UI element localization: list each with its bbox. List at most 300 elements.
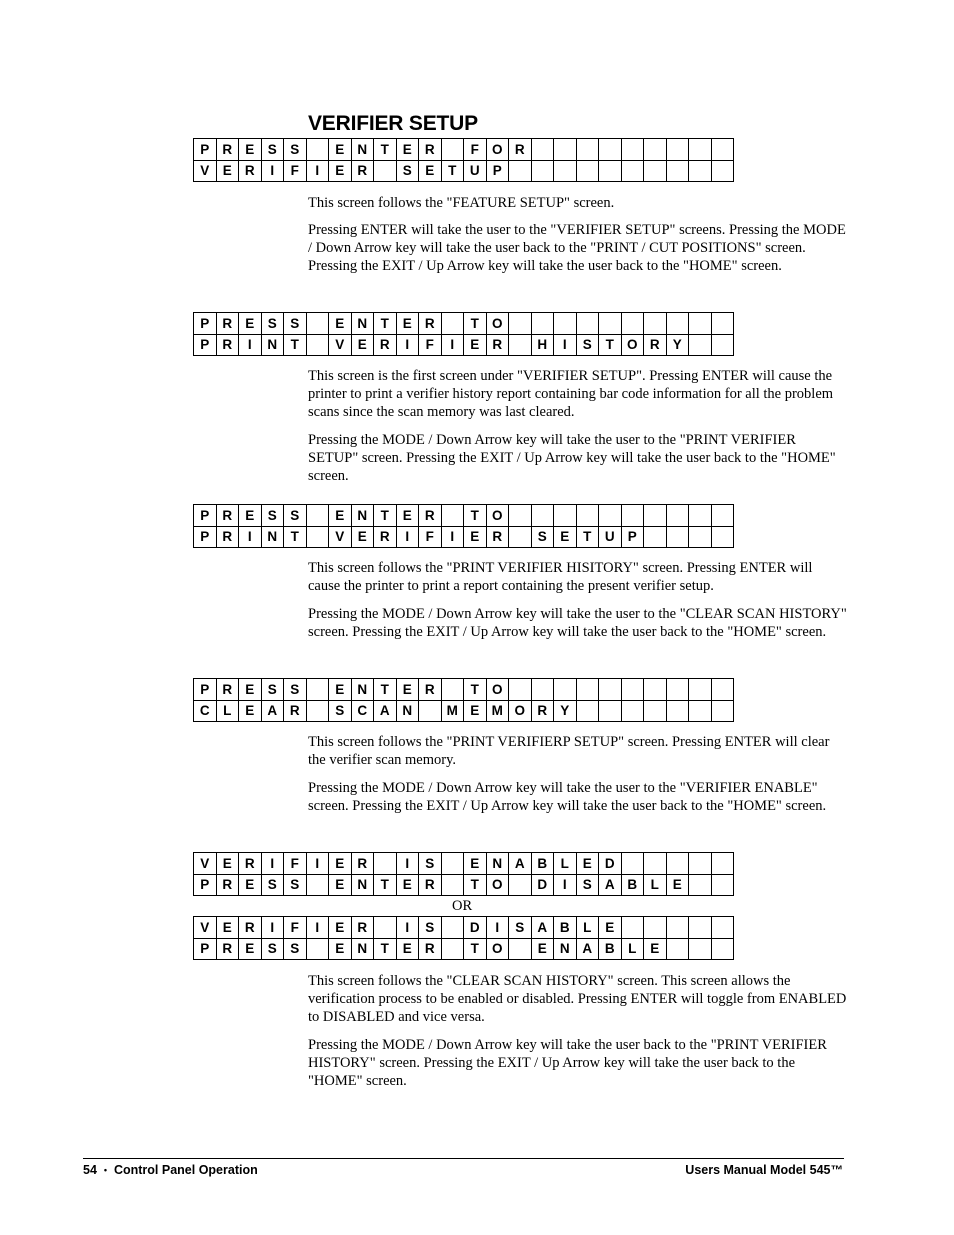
lcd-cell: I — [554, 874, 577, 896]
lcd-cell — [666, 139, 689, 161]
lcd-cell: S — [261, 938, 284, 960]
lcd-cell: E — [329, 313, 352, 335]
lcd-cell — [666, 526, 689, 548]
lcd-cell — [599, 313, 622, 335]
lcd-cell — [711, 679, 734, 701]
lcd-cell — [621, 139, 644, 161]
lcd-cell: S — [284, 938, 307, 960]
lcd-cell — [509, 313, 532, 335]
lcd-cell: E — [464, 853, 487, 875]
lcd-cell — [554, 139, 577, 161]
lcd-cell — [666, 853, 689, 875]
lcd-cell — [621, 313, 644, 335]
lcd-cell: T — [374, 874, 397, 896]
lcd-cell: N — [351, 505, 374, 527]
description-paragraph: This screen follows the "FEATURE SETUP" screen. — [308, 195, 615, 211]
lcd-cell: E — [351, 526, 374, 548]
lcd-cell — [374, 917, 397, 939]
lcd-cell: F — [419, 526, 442, 548]
lcd-cell — [531, 139, 554, 161]
lcd-cell: R — [216, 938, 239, 960]
lcd-cell: S — [284, 139, 307, 161]
lcd-cell — [644, 139, 667, 161]
lcd-cell: R — [644, 334, 667, 356]
lcd-cell: O — [621, 334, 644, 356]
section-title: VERIFIER SETUP — [308, 112, 478, 135]
lcd-cell: F — [284, 917, 307, 939]
lcd-cell: T — [599, 334, 622, 356]
lcd-cell — [621, 917, 644, 939]
lcd-cell — [644, 505, 667, 527]
lcd-cell: N — [261, 334, 284, 356]
lcd-cell: A — [531, 917, 554, 939]
lcd-cell — [621, 679, 644, 701]
lcd-cell: I — [554, 334, 577, 356]
lcd-cell: E — [329, 874, 352, 896]
lcd-cell: S — [576, 334, 599, 356]
lcd-cell — [711, 160, 734, 182]
lcd-cell: S — [261, 313, 284, 335]
lcd-cell: B — [599, 938, 622, 960]
lcd-cell — [711, 917, 734, 939]
lcd-cell: R — [374, 334, 397, 356]
lcd-cell: R — [351, 160, 374, 182]
lcd-cell: N — [396, 700, 419, 722]
lcd-cell: N — [261, 526, 284, 548]
lcd-cell: R — [419, 679, 442, 701]
footer-left — [83, 1163, 258, 1177]
lcd-cell: R — [239, 160, 262, 182]
lcd-cell: S — [261, 679, 284, 701]
lcd-cell: L — [216, 700, 239, 722]
lcd-cell — [689, 853, 712, 875]
lcd-row — [194, 160, 734, 182]
lcd-cell: Y — [666, 334, 689, 356]
lcd-cell: T — [464, 679, 487, 701]
lcd-cell: I — [396, 853, 419, 875]
lcd-cell: E — [396, 505, 419, 527]
lcd-cell: D — [464, 917, 487, 939]
lcd-cell: N — [351, 313, 374, 335]
lcd-cell: I — [261, 160, 284, 182]
lcd-cell — [441, 679, 464, 701]
lcd-cell — [576, 505, 599, 527]
lcd-cell: I — [396, 917, 419, 939]
lcd-cell — [711, 526, 734, 548]
lcd-cell — [306, 938, 329, 960]
lcd-cell: M — [486, 700, 509, 722]
lcd-cell: O — [486, 139, 509, 161]
lcd-cell: R — [216, 313, 239, 335]
lcd-cell: R — [216, 679, 239, 701]
lcd-cell: L — [644, 874, 667, 896]
lcd-cell — [554, 160, 577, 182]
lcd-cell — [621, 505, 644, 527]
lcd-cell: B — [621, 874, 644, 896]
lcd-cell: S — [284, 679, 307, 701]
lcd-cell: E — [216, 917, 239, 939]
lcd-cell: O — [486, 505, 509, 527]
lcd-cell: T — [374, 679, 397, 701]
lcd-cell — [666, 505, 689, 527]
lcd-cell: E — [599, 917, 622, 939]
lcd-cell: R — [419, 505, 442, 527]
lcd-cell — [374, 160, 397, 182]
lcd-cell: T — [464, 938, 487, 960]
lcd-cell: T — [464, 505, 487, 527]
lcd-cell: V — [194, 160, 217, 182]
lcd-cell — [306, 505, 329, 527]
description-paragraph: This screen follows the "PRINT VERIFIERP SETUP" screen. Pressing ENTER will clear the verifier scan memory. — [308, 734, 830, 769]
lcd-cell — [306, 313, 329, 335]
lcd-cell — [711, 313, 734, 335]
lcd-cell: M — [441, 700, 464, 722]
lcd-cell: R — [351, 917, 374, 939]
lcd-cell — [599, 505, 622, 527]
lcd-cell: S — [329, 700, 352, 722]
lcd-cell: R — [216, 526, 239, 548]
lcd-cell: O — [486, 313, 509, 335]
lcd-cell — [441, 139, 464, 161]
lcd-cell — [666, 313, 689, 335]
lcd-cell — [599, 160, 622, 182]
description-paragraph: Pressing the MODE / Down Arrow key will take the user to the "VERIFIER ENABLE" screen. Pressing the EXIT / Up Arrow key will take the user back to the "HOME" screen. — [308, 780, 827, 815]
lcd-cell: T — [374, 938, 397, 960]
lcd-cell: D — [531, 874, 554, 896]
lcd-cell: S — [576, 874, 599, 896]
description-paragraph: Pressing the MODE / Down Arrow key will take the user to the "CLEAR SCAN HISTORY" screen. Pressing the EXIT / Up Arrow key will take the user back to the "HOME" screen. — [308, 606, 847, 641]
lcd-cell — [689, 700, 712, 722]
lcd-cell: P — [486, 160, 509, 182]
lcd-cell: S — [261, 139, 284, 161]
lcd-cell — [711, 874, 734, 896]
lcd-cell: R — [374, 526, 397, 548]
lcd-cell: E — [554, 526, 577, 548]
lcd-cell: O — [486, 679, 509, 701]
lcd-cell — [441, 917, 464, 939]
lcd-cell: E — [329, 139, 352, 161]
lcd-cell: A — [509, 853, 532, 875]
lcd-cell — [554, 313, 577, 335]
lcd-cell — [306, 679, 329, 701]
lcd-row — [194, 526, 734, 548]
lcd-cell: E — [239, 679, 262, 701]
lcd-cell — [666, 160, 689, 182]
lcd-cell: P — [194, 505, 217, 527]
description-paragraph: This screen is the first screen under "VERIFIER SETUP". Pressing ENTER will cause the printer to print a verifier history report containing bar code information for all the problem scans since the scan memory was last cleared. — [308, 368, 834, 421]
lcd-cell: S — [284, 874, 307, 896]
lcd-cell: N — [351, 874, 374, 896]
lcd-cell: N — [351, 938, 374, 960]
lcd-cell: T — [374, 313, 397, 335]
lcd-cell: T — [464, 313, 487, 335]
lcd-cell: R — [509, 139, 532, 161]
lcd-cell: E — [464, 700, 487, 722]
bullet-icon: • — [103, 1165, 108, 1175]
lcd-cell — [621, 700, 644, 722]
lcd-cell: R — [351, 853, 374, 875]
lcd-cell: I — [486, 917, 509, 939]
lcd-display-verifier-setup — [193, 138, 734, 182]
lcd-cell: E — [666, 874, 689, 896]
lcd-cell: S — [419, 917, 442, 939]
lcd-cell: R — [216, 334, 239, 356]
lcd-cell: O — [509, 700, 532, 722]
lcd-cell — [306, 700, 329, 722]
lcd-cell: R — [419, 313, 442, 335]
lcd-cell — [441, 505, 464, 527]
lcd-cell: L — [554, 853, 577, 875]
lcd-cell — [644, 313, 667, 335]
lcd-cell: I — [306, 853, 329, 875]
lcd-cell: V — [329, 526, 352, 548]
lcd-cell: O — [486, 938, 509, 960]
footer-section: Control Panel Operation — [113, 1163, 258, 1177]
lcd-cell — [689, 917, 712, 939]
lcd-cell: I — [261, 853, 284, 875]
lcd-cell: R — [531, 700, 554, 722]
lcd-cell — [689, 139, 712, 161]
lcd-cell: I — [306, 917, 329, 939]
lcd-cell: E — [239, 139, 262, 161]
lcd-cell — [644, 917, 667, 939]
lcd-display-clear-scan-memory — [193, 678, 734, 722]
lcd-row — [194, 874, 734, 896]
lcd-cell — [509, 505, 532, 527]
lcd-cell: E — [329, 853, 352, 875]
lcd-cell: E — [216, 853, 239, 875]
lcd-cell: E — [464, 334, 487, 356]
lcd-cell — [554, 679, 577, 701]
lcd-cell: T — [284, 526, 307, 548]
lcd-cell — [531, 505, 554, 527]
lcd-cell: T — [374, 505, 397, 527]
lcd-cell: S — [396, 160, 419, 182]
lcd-cell: F — [284, 853, 307, 875]
lcd-cell — [644, 526, 667, 548]
lcd-cell — [689, 334, 712, 356]
lcd-cell — [689, 505, 712, 527]
lcd-cell: U — [599, 526, 622, 548]
lcd-row — [194, 313, 734, 335]
lcd-cell — [374, 853, 397, 875]
lcd-cell: E — [239, 874, 262, 896]
lcd-cell — [689, 313, 712, 335]
lcd-cell: E — [239, 700, 262, 722]
lcd-cell — [509, 334, 532, 356]
lcd-cell: V — [194, 917, 217, 939]
lcd-cell: S — [284, 505, 307, 527]
lcd-cell: I — [396, 526, 419, 548]
lcd-cell: T — [441, 160, 464, 182]
lcd-cell: L — [621, 938, 644, 960]
lcd-cell: B — [554, 917, 577, 939]
lcd-cell: S — [261, 505, 284, 527]
lcd-cell — [306, 334, 329, 356]
lcd-cell — [621, 160, 644, 182]
description-paragraph: Pressing the MODE / Down Arrow key will take the user back to the "PRINT VERIFIER HISTORY" screen. Pressing the EXIT / Up Arrow key will take the user back to the "HOME" screen. — [308, 1037, 827, 1090]
lcd-cell: I — [396, 334, 419, 356]
lcd-cell — [666, 679, 689, 701]
lcd-cell — [509, 679, 532, 701]
lcd-cell — [644, 160, 667, 182]
lcd-cell: E — [329, 679, 352, 701]
footer-rule — [83, 1158, 844, 1159]
lcd-cell: L — [576, 917, 599, 939]
lcd-cell — [576, 700, 599, 722]
lcd-cell: I — [306, 160, 329, 182]
lcd-cell: A — [599, 874, 622, 896]
lcd-cell: E — [329, 938, 352, 960]
lcd-cell: E — [644, 938, 667, 960]
lcd-cell: A — [374, 700, 397, 722]
lcd-cell: F — [284, 160, 307, 182]
lcd-cell: E — [216, 160, 239, 182]
lcd-cell: A — [261, 700, 284, 722]
lcd-cell: E — [329, 917, 352, 939]
lcd-row — [194, 917, 734, 939]
lcd-cell: I — [239, 334, 262, 356]
lcd-cell: E — [464, 526, 487, 548]
lcd-cell: P — [621, 526, 644, 548]
lcd-cell — [711, 938, 734, 960]
lcd-cell: E — [239, 313, 262, 335]
lcd-row — [194, 700, 734, 722]
lcd-cell — [509, 874, 532, 896]
lcd-cell: D — [599, 853, 622, 875]
lcd-cell — [531, 679, 554, 701]
lcd-cell: U — [464, 160, 487, 182]
lcd-cell — [644, 679, 667, 701]
lcd-cell: P — [194, 139, 217, 161]
lcd-cell — [689, 160, 712, 182]
lcd-cell: R — [216, 874, 239, 896]
lcd-cell: B — [531, 853, 554, 875]
lcd-cell: F — [419, 334, 442, 356]
lcd-cell: R — [284, 700, 307, 722]
lcd-cell — [576, 160, 599, 182]
lcd-cell: C — [194, 700, 217, 722]
lcd-cell: E — [531, 938, 554, 960]
lcd-cell — [419, 700, 442, 722]
lcd-cell — [711, 700, 734, 722]
lcd-cell — [509, 160, 532, 182]
lcd-cell: E — [329, 160, 352, 182]
lcd-cell: C — [351, 700, 374, 722]
description-paragraph: This screen follows the "CLEAR SCAN HISTORY" screen. This screen allows the verification process to be enabled or disabled. Pressing ENTER will toggle from ENABLED to DISABLED and vice versa. — [308, 973, 847, 1026]
lcd-cell: E — [396, 313, 419, 335]
lcd-row — [194, 679, 734, 701]
lcd-cell — [441, 874, 464, 896]
lcd-cell — [689, 938, 712, 960]
lcd-cell: V — [194, 853, 217, 875]
lcd-cell: H — [531, 334, 554, 356]
lcd-cell — [621, 853, 644, 875]
lcd-cell: P — [194, 938, 217, 960]
lcd-cell — [441, 938, 464, 960]
lcd-cell: E — [396, 679, 419, 701]
lcd-cell: R — [419, 874, 442, 896]
lcd-cell — [711, 139, 734, 161]
lcd-row — [194, 139, 734, 161]
lcd-cell — [509, 526, 532, 548]
page-number: 54 — [83, 1163, 97, 1177]
lcd-cell: T — [284, 334, 307, 356]
lcd-cell — [441, 853, 464, 875]
lcd-display-print-verifier-history — [193, 312, 734, 356]
lcd-cell: S — [419, 853, 442, 875]
lcd-cell — [306, 874, 329, 896]
lcd-display-verifier-enabled — [193, 852, 734, 896]
lcd-cell: R — [239, 917, 262, 939]
lcd-cell: N — [486, 853, 509, 875]
lcd-cell: E — [351, 334, 374, 356]
lcd-cell — [599, 679, 622, 701]
lcd-cell: E — [329, 505, 352, 527]
lcd-cell — [509, 938, 532, 960]
lcd-cell: F — [464, 139, 487, 161]
lcd-cell — [306, 526, 329, 548]
lcd-cell: N — [554, 938, 577, 960]
lcd-cell — [554, 505, 577, 527]
lcd-cell: E — [239, 505, 262, 527]
lcd-cell: R — [486, 526, 509, 548]
lcd-row — [194, 853, 734, 875]
lcd-cell: I — [441, 334, 464, 356]
description-paragraph: Pressing the MODE / Down Arrow key will take the user to the "PRINT VERIFIER SETUP" screen. Pressing the EXIT / Up Arrow key will take the user back to the "HOME" screen. — [308, 432, 836, 485]
lcd-cell: P — [194, 874, 217, 896]
lcd-cell — [666, 938, 689, 960]
lcd-cell — [666, 700, 689, 722]
lcd-cell: N — [351, 679, 374, 701]
description-paragraph: Pressing ENTER will take the user to the "VERIFIER SETUP" screens. Pressing the MODE / Down Arrow key will take the user back to the "PRINT / CUT POSITIONS" screen. Pressing the EXIT / Up Arrow key will take the user back to the "HOME" screen. — [308, 222, 846, 275]
lcd-cell — [711, 853, 734, 875]
lcd-cell — [711, 505, 734, 527]
lcd-display-verifier-disabled — [193, 916, 734, 960]
lcd-cell — [689, 526, 712, 548]
lcd-cell: P — [194, 334, 217, 356]
lcd-cell: I — [261, 917, 284, 939]
lcd-cell — [599, 139, 622, 161]
lcd-cell — [689, 679, 712, 701]
lcd-cell: E — [419, 160, 442, 182]
lcd-cell: S — [531, 526, 554, 548]
lcd-cell: E — [239, 938, 262, 960]
lcd-cell: E — [396, 139, 419, 161]
lcd-cell: I — [239, 526, 262, 548]
lcd-cell: Y — [554, 700, 577, 722]
lcd-cell — [599, 700, 622, 722]
lcd-cell — [666, 917, 689, 939]
lcd-cell: S — [284, 313, 307, 335]
lcd-cell: S — [261, 874, 284, 896]
lcd-cell: A — [576, 938, 599, 960]
lcd-cell: R — [216, 505, 239, 527]
lcd-row — [194, 505, 734, 527]
lcd-cell: N — [351, 139, 374, 161]
lcd-cell — [531, 160, 554, 182]
lcd-cell: R — [216, 139, 239, 161]
lcd-cell — [711, 334, 734, 356]
lcd-cell: T — [464, 874, 487, 896]
lcd-cell — [576, 139, 599, 161]
lcd-cell: P — [194, 526, 217, 548]
lcd-cell — [689, 874, 712, 896]
lcd-cell: R — [419, 139, 442, 161]
lcd-cell — [576, 313, 599, 335]
lcd-cell: P — [194, 679, 217, 701]
lcd-cell — [644, 853, 667, 875]
